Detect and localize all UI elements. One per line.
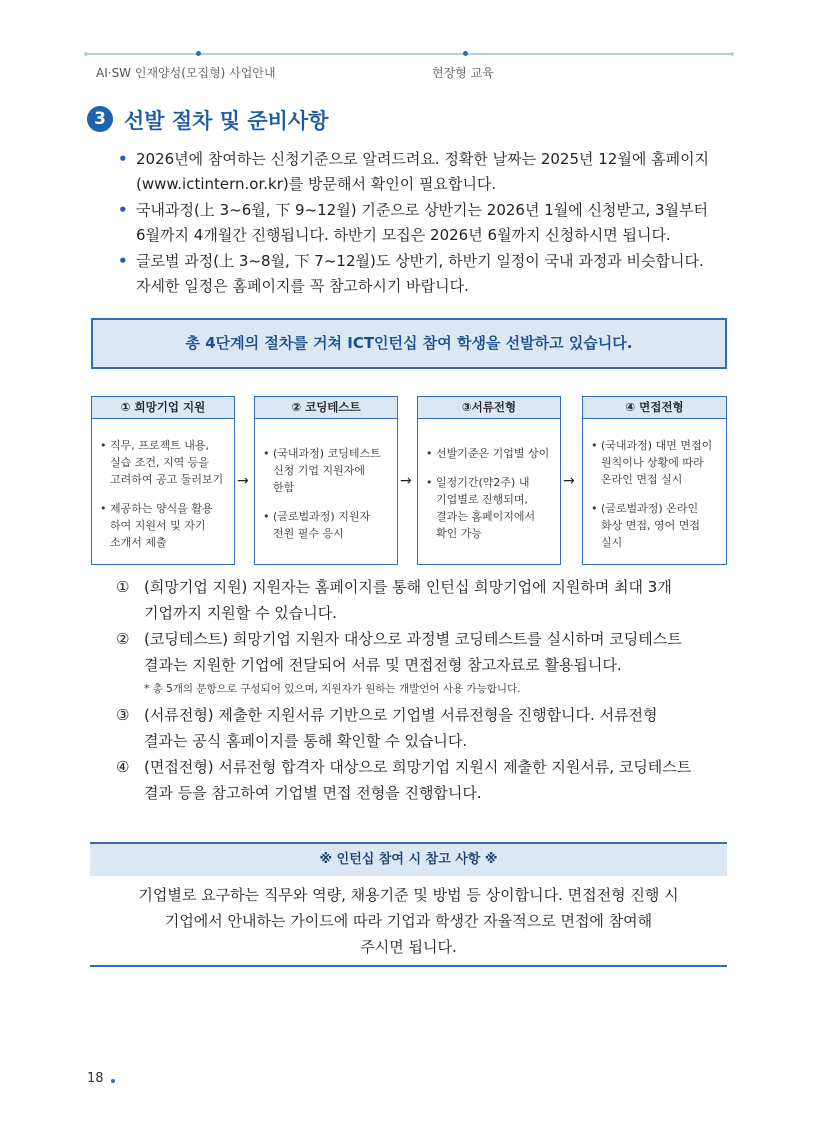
bullet-dot-icon: • bbox=[118, 252, 128, 270]
page-number: 18 bbox=[87, 1071, 104, 1086]
step-1-title: ① 희망기업 지원 bbox=[91, 396, 235, 419]
header-left-title: AI·SW 인재양성(모집형) 사업안내 bbox=[96, 66, 276, 80]
header-right-title: 현장형 교육 bbox=[432, 66, 494, 80]
header-rule-start-dot bbox=[84, 52, 88, 56]
reference-title: ※ 인턴십 참여 시 참고 사항 ※ bbox=[90, 844, 727, 876]
bullet-dot-icon: • bbox=[118, 201, 128, 219]
step-item: • 선발기준은 기업별 상이 bbox=[426, 445, 554, 462]
bullet-line: 국내과정(上 3~6월, 下 9~12월) 기준으로 상반기는 2026년 1월에 신청받고, 3월부터 bbox=[136, 201, 709, 219]
step-1-body bbox=[91, 419, 235, 565]
step-explanation-list bbox=[114, 574, 734, 806]
bullet-line: 6월까지 4개월간 진행됩니다. 하반기 모집은 2026년 6월까지 신청하시면 됩니다. bbox=[136, 226, 671, 244]
arrow-right-icon: → bbox=[237, 473, 249, 489]
explanation-item: ② (코딩테스트) 희망기업 지원자 대상으로 과정별 코딩테스트를 실시하며 코딩테스트 결과는 지원한 기업에 전달되어 서류 및 면접전형 참고자료로 활용됩니다. bbox=[116, 630, 682, 674]
arrow-right-icon: → bbox=[563, 473, 575, 489]
step-2-title: ② 코딩테스트 bbox=[254, 396, 398, 419]
bullet-line: 2026년에 참여하는 신청기준으로 알려드려요. 정확한 날짜는 2025년 12월에 홈페이지 bbox=[136, 150, 710, 168]
reference-body: 기업별로 요구하는 직무와 역량, 채용기준 및 방법 등 상이합니다. 면접전형 진행 시 기업에서 안내하는 가이드에 따라 기업과 학생간 자율적으로 면접에 참여해 주시면 됩니다. bbox=[138, 886, 679, 956]
reference-bottom-rule bbox=[90, 965, 727, 967]
step-4-title: ④ 면접전형 bbox=[582, 396, 727, 419]
step-item: • (글로벌과정) 지원자 전원 필수 응시 bbox=[263, 508, 391, 542]
step-item: • (글로벌과정) 온라인 화상 면접, 영어 면접 실시 bbox=[591, 500, 720, 551]
bullet-line: (www.ictintern.or.kr)를 방문해서 확인이 필요합니다. bbox=[136, 175, 497, 193]
bullet-line: 글로벌 과정(上 3~8월, 下 7~12월)도 상반기, 하반기 일정이 국내 과정과 비슷합니다. bbox=[136, 252, 704, 270]
arrow-right-icon: → bbox=[400, 473, 412, 489]
header-rule-dot-right bbox=[463, 51, 468, 56]
intro-bullet bbox=[114, 249, 736, 299]
section-title: 선발 절차 및 준비사항 bbox=[124, 109, 329, 133]
header-rule bbox=[86, 53, 732, 55]
step-item: • 제공하는 양식을 활용 하여 지원서 및 자기 소개서 제출 bbox=[100, 500, 228, 551]
bullet-dot-icon: • bbox=[118, 150, 128, 168]
step-3-title: ③서류전형 bbox=[417, 396, 561, 419]
explanation-item: ① (희망기업 지원) 지원자는 홈페이지를 통해 인턴십 희망기업에 지원하며 최대 3개 기업까지 지원할 수 있습니다. bbox=[116, 578, 672, 622]
intro-bullet bbox=[114, 198, 736, 248]
page-number-dot bbox=[111, 1079, 115, 1083]
intro-bullet bbox=[114, 147, 736, 197]
step-3-body bbox=[417, 419, 561, 565]
coding-test-note: * 총 5개의 문항으로 구성되어 있으며, 지원자가 원하는 개발언어 사용 가능합니다. bbox=[144, 683, 521, 695]
explanation-item: ③ (서류전형) 제출한 지원서류 기반으로 기업별 서류전형을 진행합니다. 서류전형 결과는 공식 홈페이지를 통해 확인할 수 있습니다. bbox=[116, 706, 658, 750]
header-rule-dot-left bbox=[196, 51, 201, 56]
bullet-line: 자세한 일정은 홈페이지를 꼭 참고하시기 바랍니다. bbox=[136, 277, 469, 295]
intro-bullet-list bbox=[114, 147, 736, 300]
step-4-body bbox=[582, 419, 727, 565]
section-number-badge: 3 bbox=[87, 106, 113, 132]
step-item: • (국내과정) 코딩테스트 신청 기업 지원자에 한함 bbox=[263, 445, 391, 496]
step-2-body bbox=[254, 419, 398, 565]
step-item: • 일정기간(약2주) 내 기업별로 진행되며, 결과는 홈페이지에서 확인 가능 bbox=[426, 474, 554, 542]
step-item: • 직무, 프로젝트 내용, 실습 조건, 지역 등을 고려하여 공고 둘러보기 bbox=[100, 437, 228, 488]
header-rule-end-dot bbox=[730, 52, 734, 56]
step-item: • (국내과정) 대면 면접이 원칙이나 상황에 따라 온라인 면접 실시 bbox=[591, 437, 720, 488]
explanation-item: ④ (면접전형) 서류전형 합격자 대상으로 희망기업 지원시 제출한 지원서류, 코딩테스트 결과 등을 참고하여 기업별 면접 전형을 진행합니다. bbox=[116, 758, 692, 802]
summary-box: 총 4단계의 절차를 거쳐 ICT인턴십 참여 학생을 선발하고 있습니다. bbox=[91, 318, 727, 369]
